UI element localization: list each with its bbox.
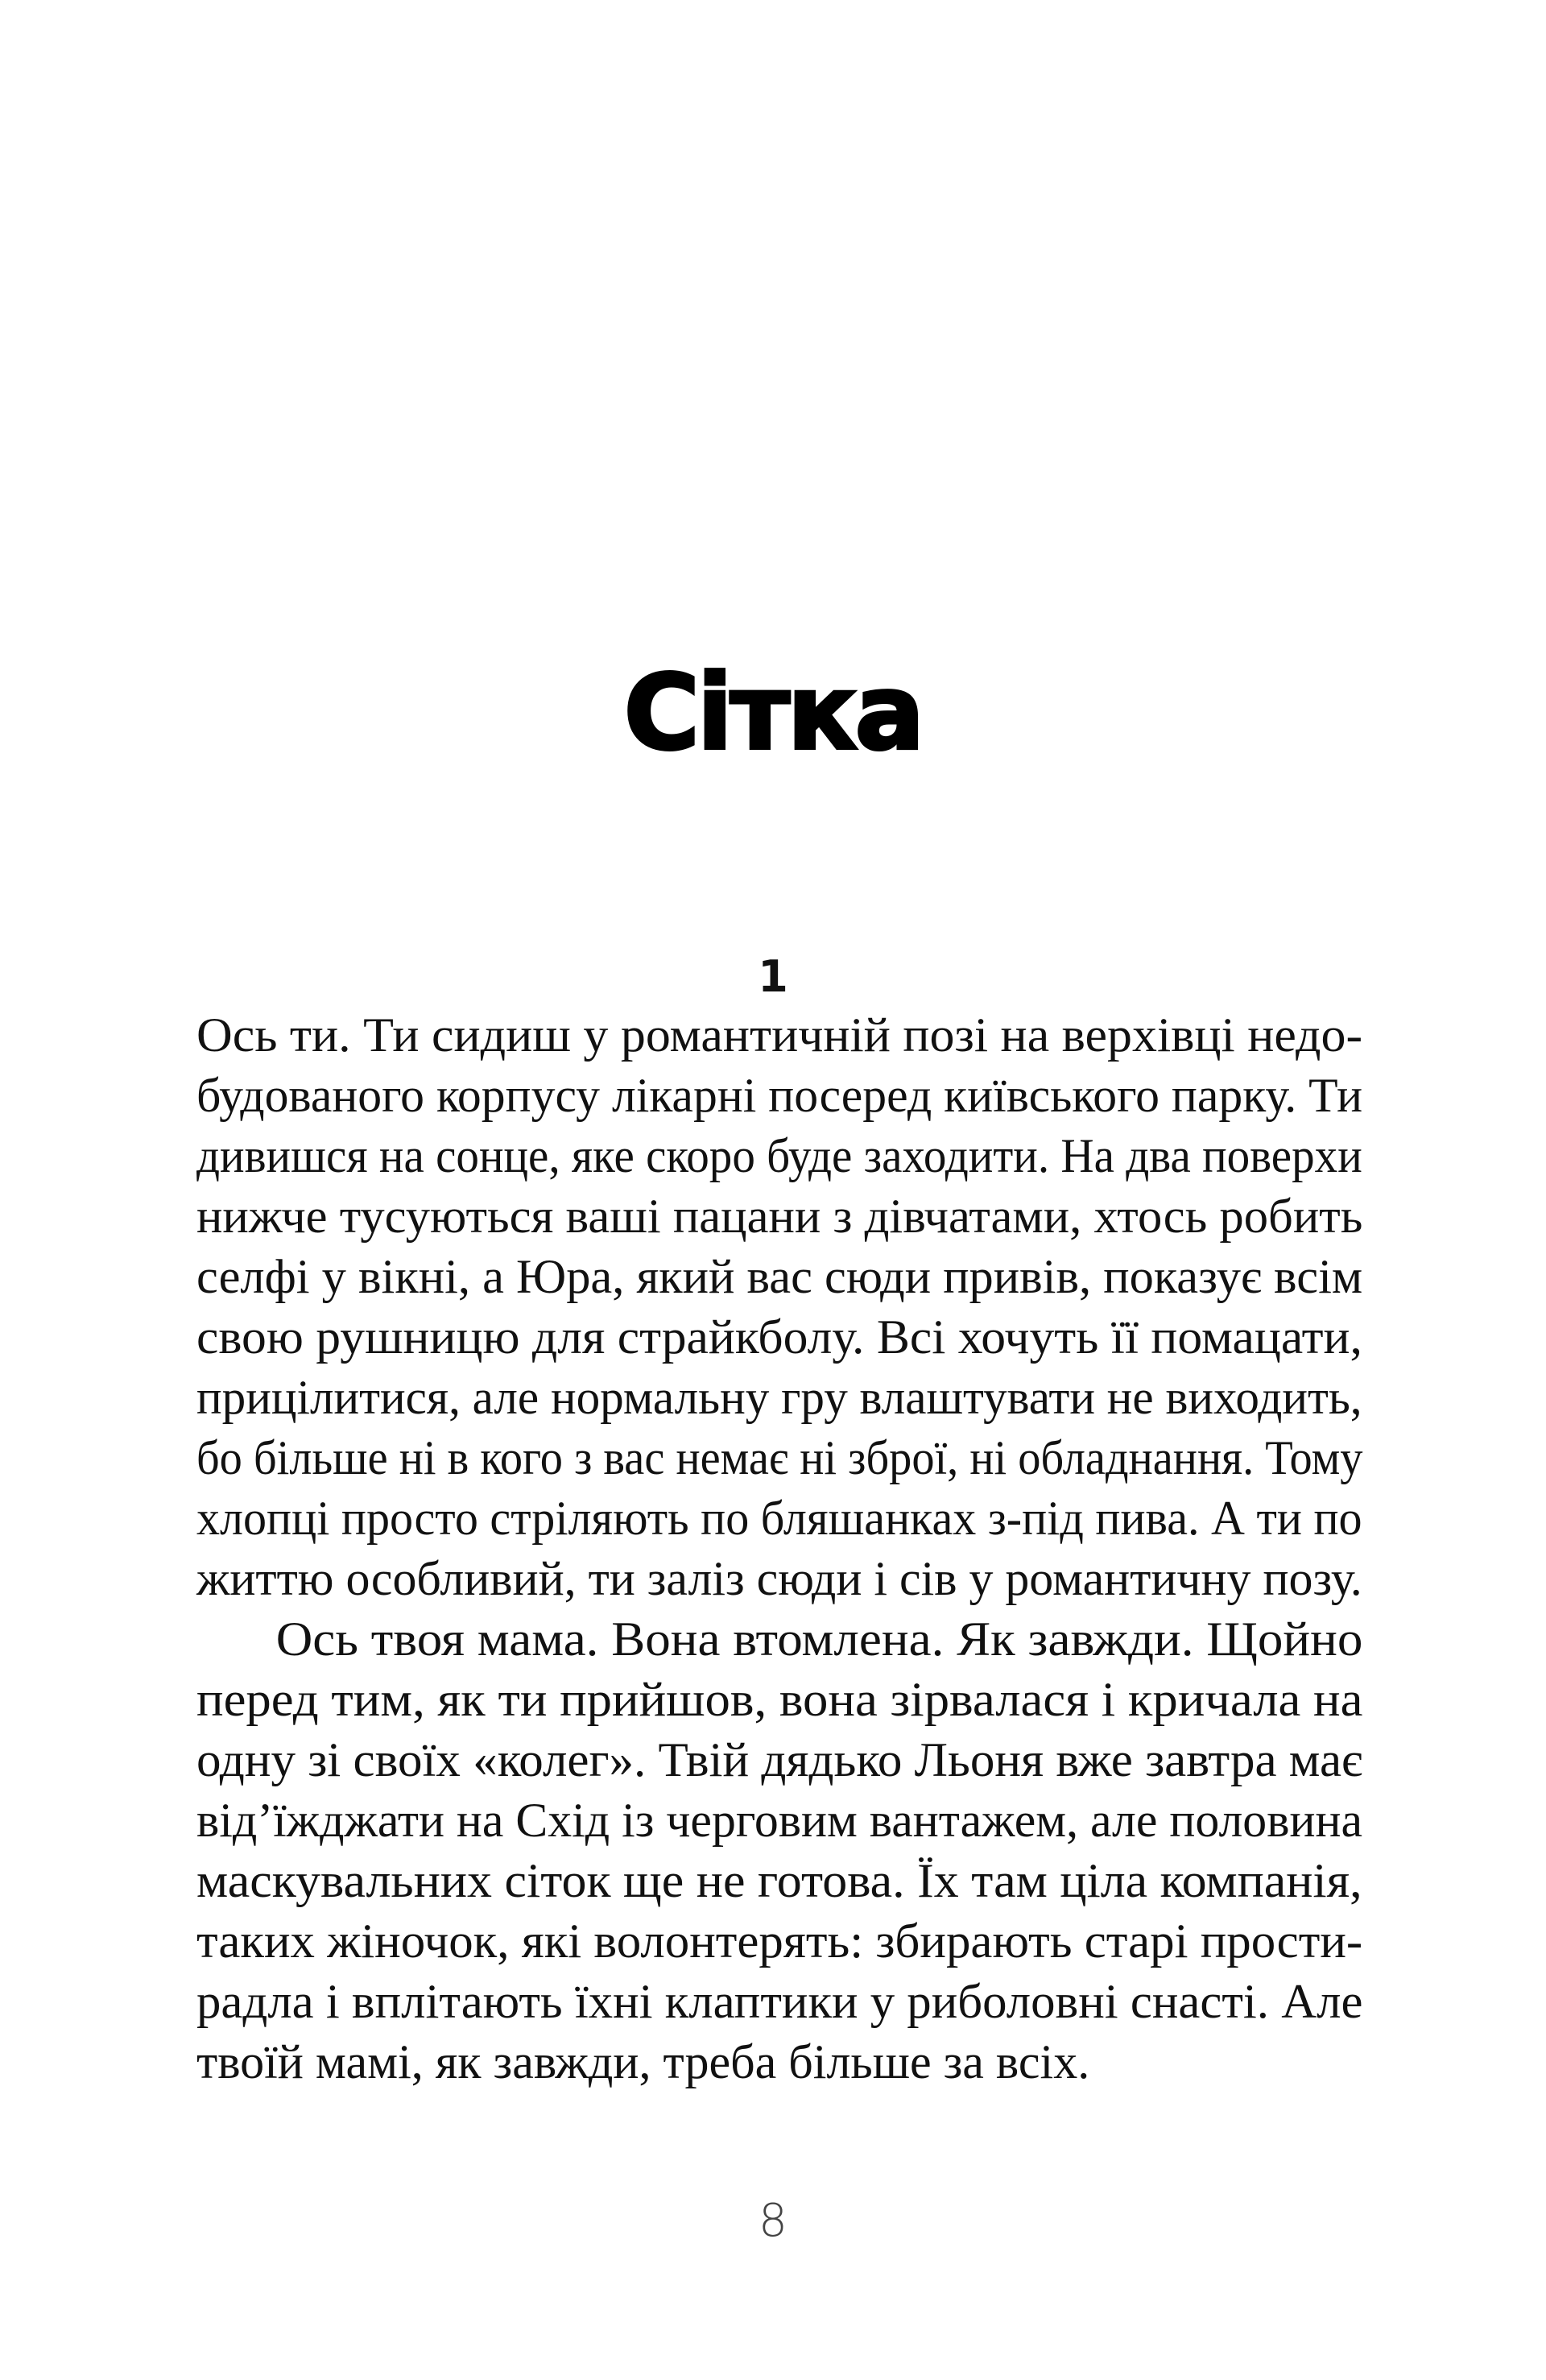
chapter-title: Сітка: [623, 652, 923, 773]
text-line: хлопці просто стріляють по бляшанках з-під пива. А ти по: [196, 1492, 1362, 1545]
text-line: будованого корпусу лікарні посеред київського парку. Ти: [196, 1069, 1363, 1122]
text-line: одну зі своїх «колег». Твій дядько Льоня вже завтра має: [196, 1733, 1363, 1786]
text-line: прицілитися, але нормальну гру влаштувати не виходить,: [196, 1371, 1362, 1424]
text-line: твоїй мамі, як завжди, треба більше за всіх.: [196, 2035, 1090, 2088]
section-number: 1: [758, 951, 788, 1002]
text-line: дивишся на сонце, яке скоро буде заходити. На два поверхи: [196, 1129, 1362, 1182]
text-line: від’їжджати на Схід із черговим вантажем, але половина: [196, 1794, 1362, 1847]
text-line: перед тим, як ти прийшов, вона зірвалася і кричала на: [196, 1673, 1363, 1726]
page-number: 8: [759, 2195, 787, 2247]
text-line: селфі у вікні, а Юра, який вас сюди привів, показує всім: [196, 1250, 1363, 1303]
text-line: Ось твоя мама. Вона втомлена. Як завжди. Щойно: [275, 1612, 1363, 1666]
text-line: нижче тусуються ваші пацани з дівчатами, хтось робить: [196, 1190, 1363, 1243]
paragraph-1: [196, 1005, 1362, 1609]
paragraph-2: [196, 1609, 1362, 2092]
text-line: радла і вплітають їхні клаптики у риболовні снасті. Але: [196, 1975, 1363, 2028]
text-line: життю особливий, ти заліз сюди і сів у романтичну позу.: [196, 1552, 1362, 1605]
text-line: свою рушницю для страйкболу. Всі хочуть її помацати,: [196, 1310, 1362, 1364]
text-line: бо більше ні в кого з вас немає ні зброї, ні обладнання. Тому: [196, 1431, 1363, 1484]
text-line: Ось ти. Ти сидиш у романтичній позі на верхівці недо-: [196, 1008, 1363, 1062]
text-line: маскувальних сіток ще не готова. Їх там ціла компанія,: [196, 1854, 1362, 1907]
text-line: таких жіночок, які волонтерять: збирають старі прости-: [196, 1914, 1363, 1968]
body-text: [196, 1005, 1362, 2092]
